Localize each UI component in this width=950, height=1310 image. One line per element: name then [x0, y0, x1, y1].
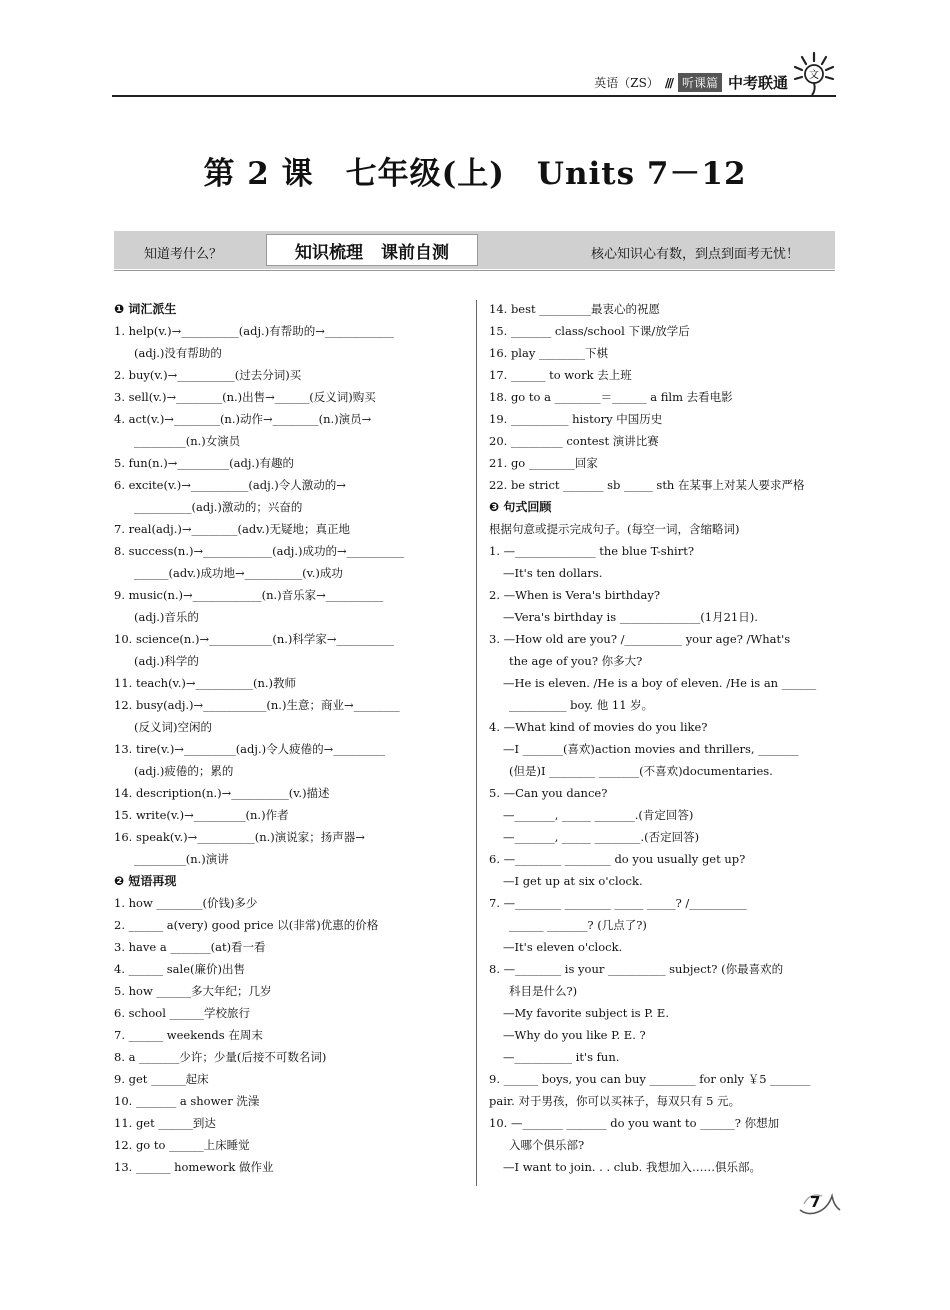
band-box-a: 知识梳理: [295, 242, 363, 263]
exercise-line: 7. ______ weekends 在周末: [114, 1028, 263, 1042]
exercise-line: 1. —______________ the blue T-shirt?: [489, 544, 695, 558]
exercise-line: 3. —How old are you? /__________ your age? /What's: [489, 632, 791, 646]
exercise-answer-line: —Why do you like P. E. ?: [503, 1028, 646, 1042]
section-band: [114, 231, 835, 269]
exercise-line: 6. excite(v.)→__________(adj.)令人激动的→: [114, 478, 346, 492]
right-column: [489, 298, 839, 1178]
exercise-answer-line: —I get up at six o'clock.: [503, 874, 643, 888]
exercise-line: 22. be strict _______ sb _____ sth 在某事上对某人要求严格: [489, 478, 805, 492]
exercise-line-continued: 科目是什么?): [509, 984, 578, 998]
exercise-line: 10. _______ a shower 洗澡: [114, 1094, 260, 1108]
section-heading: ❶ 词汇派生: [114, 302, 177, 316]
exercise-line: 3. sell(v.)→________(n.)出售→______(反义词)购买: [114, 390, 376, 404]
exercise-line: 18. go to a ________＝______ a film 去看电影: [489, 390, 733, 404]
section-heading: ❷ 短语再现: [114, 874, 177, 888]
exercise-line: 9. music(n.)→____________(n.)音乐家→__________: [114, 588, 384, 602]
exercise-line: 10. science(n.)→___________(n.)科学家→__________: [114, 632, 395, 646]
exercise-line: 21. go ________回家: [489, 456, 598, 470]
header-tag: 听课篇: [678, 73, 722, 92]
exercise-line: 8. success(n.)→____________(adj.)成功的→__________: [114, 544, 405, 558]
exercise-line-continued: ______(adv.)成功地→__________(v.)成功: [134, 566, 343, 580]
exercise-line: 7. —________ ________ _____ _____? /__________: [489, 896, 747, 910]
instruction-line: 根据句意或提示完成句子。(每空一词，含缩略词): [489, 522, 740, 536]
exercise-line: 6. school ______学校旅行: [114, 1006, 251, 1020]
exercise-line: 9. ______ boys, you can buy ________ for only ￥5 _______: [489, 1072, 811, 1086]
exercise-line-continued: (反义词)空闲的: [134, 720, 212, 734]
band-right-text: 核心知识心有数，到点到面考无忧！: [590, 247, 799, 262]
exercise-line: 19. __________ history 中国历史: [489, 412, 663, 426]
exercise-line: 6. —________ ________ do you usually get up?: [489, 852, 746, 866]
exercise-line: 7. real(adj.)→________(adv.)无疑地；真正地: [114, 522, 350, 536]
page-number-badge: [798, 1190, 842, 1216]
header-rule: [112, 95, 836, 97]
instruction-line: pair. 对于男孩，你可以买袜子，每双只有 5 元。: [489, 1094, 741, 1108]
exercise-line: 1. how ________(价钱)多少: [114, 896, 258, 910]
exercise-answer-line: —_______, _____ _______.(肯定回答): [503, 808, 694, 822]
exercise-line: 13. tire(v.)→_________(adj.)令人疲倦的→_________: [114, 742, 385, 756]
band-left-text: 知道考什么？: [144, 247, 223, 262]
exercise-line: 4. —What kind of movies do you like?: [489, 720, 708, 734]
exercise-line: 16. speak(v.)→__________(n.)演说家；扬声器→: [114, 830, 365, 844]
exercise-line: 8. —________ is your __________ subject? (你最喜欢的: [489, 962, 784, 976]
exercise-line: 9. get ______起床: [114, 1072, 209, 1086]
exercise-line: 12. go to ______上床睡觉: [114, 1138, 250, 1152]
exercise-line: 5. fun(n.)→_________(adj.)有趣的: [114, 456, 295, 470]
band-underline: [114, 270, 835, 271]
exercise-line: 5. —Can you dance?: [489, 786, 608, 800]
header-brand: 中考联通: [727, 74, 788, 92]
exercise-line: 10. —_______ _______ do you want to ______? 你想加: [489, 1116, 780, 1130]
exercise-answer-line: —I want to join. . . club. 我想加入……俱乐部。: [503, 1160, 761, 1174]
left-column: [114, 298, 462, 1178]
exercise-line: 12. busy(adj.)→___________(n.)生意；商业→________: [114, 698, 400, 712]
exercise-answer-line: —Vera's birthday is ______________(1月21日).: [503, 610, 758, 624]
exercise-answer-line: —It's eleven o'clock.: [503, 940, 623, 954]
exercise-line: 2. ______ a(very) good price 以(非常)优惠的价格: [114, 918, 379, 932]
exercise-line: 17. ______ to work 去上班: [489, 368, 632, 382]
header-subject: 英语（ZS）: [594, 76, 659, 90]
exercise-line-continued: (adj.)疲倦的；累的: [134, 764, 234, 778]
exercise-line: 20. _________ contest 演讲比赛: [489, 434, 659, 448]
exercise-line-continued: (adj.)科学的: [134, 654, 199, 668]
header-text: [594, 72, 788, 93]
exercise-answer-line: —_______, _____ ________.(否定回答): [503, 830, 700, 844]
exercise-line: 2. —When is Vera's birthday?: [489, 588, 661, 602]
exercise-line: 15. write(v.)→_________(n.)作者: [114, 808, 289, 822]
exercise-line: 1. help(v.)→__________(adj.)有帮助的→____________: [114, 324, 394, 338]
exercise-answer-line: —He is eleven. /He is a boy of eleven. /He is an ______: [503, 676, 817, 690]
sun-logo-icon: [792, 50, 836, 96]
exercise-line-continued: (adj.)没有帮助的: [134, 346, 222, 360]
exercise-line: 5. how ______多大年纪；几岁: [114, 984, 272, 998]
band-box: [266, 234, 478, 266]
exercise-line-continued: the age of you? 你多大?: [509, 654, 643, 668]
exercise-answer-line: —It's ten dollars.: [503, 566, 603, 580]
exercise-line: 4. act(v.)→________(n.)动作→________(n.)演员→: [114, 412, 372, 426]
page-title: 第 2 课 七年级(上) Units 7－12: [203, 156, 747, 192]
page-header: [112, 64, 836, 96]
exercise-line-continued: ______ _______? (几点了?): [509, 918, 647, 932]
exercise-line: 14. best _________最衷心的祝愿: [489, 302, 661, 316]
exercise-line-continued: (adj.)音乐的: [134, 610, 199, 624]
exercise-answer-line: —My favorite subject is P. E.: [503, 1006, 669, 1020]
exercise-line-continued: _________(n.)女演员: [134, 434, 241, 448]
exercise-line-continued: 入哪个俱乐部?: [509, 1138, 585, 1152]
exercise-line: 8. a _______少许；少量(后接不可数名词): [114, 1050, 327, 1064]
exercise-line-continued: _________(n.)演讲: [134, 852, 229, 866]
page-number: 7: [810, 1193, 821, 1211]
header-slashes: ///: [664, 75, 672, 90]
exercise-line-continued: (但是)I ________ _______(不喜欢)documentaries.: [509, 764, 773, 778]
exercise-line-continued: __________(adj.)激动的；兴奋的: [134, 500, 303, 514]
exercise-line: 2. buy(v.)→__________(过去分词)买: [114, 368, 302, 382]
exercise-line: 11. get ______到达: [114, 1116, 216, 1130]
band-box-b: 课前自测: [381, 242, 449, 263]
svg-text:文: 文: [809, 70, 819, 81]
exercise-line-continued: __________ boy. 他 11 岁。: [509, 698, 654, 712]
exercise-line: 3. have a _______(at)看一看: [114, 940, 266, 954]
column-divider: [476, 300, 477, 1186]
exercise-line: 16. play ________下棋: [489, 346, 608, 360]
exercise-line: 11. teach(v.)→__________(n.)教师: [114, 676, 297, 690]
exercise-line: 13. ______ homework 做作业: [114, 1160, 274, 1174]
section-heading: ❸ 句式回顾: [489, 500, 552, 514]
exercise-answer-line: —__________ it's fun.: [503, 1050, 620, 1064]
exercise-line: 14. description(n.)→__________(v.)描述: [114, 786, 330, 800]
exercise-answer-line: —I _______(喜欢)action movies and thrillers, _______: [503, 742, 799, 756]
exercise-line: 15. _______ class/school 下课/放学后: [489, 324, 690, 338]
exercise-line: 4. ______ sale(廉价)出售: [114, 962, 245, 976]
